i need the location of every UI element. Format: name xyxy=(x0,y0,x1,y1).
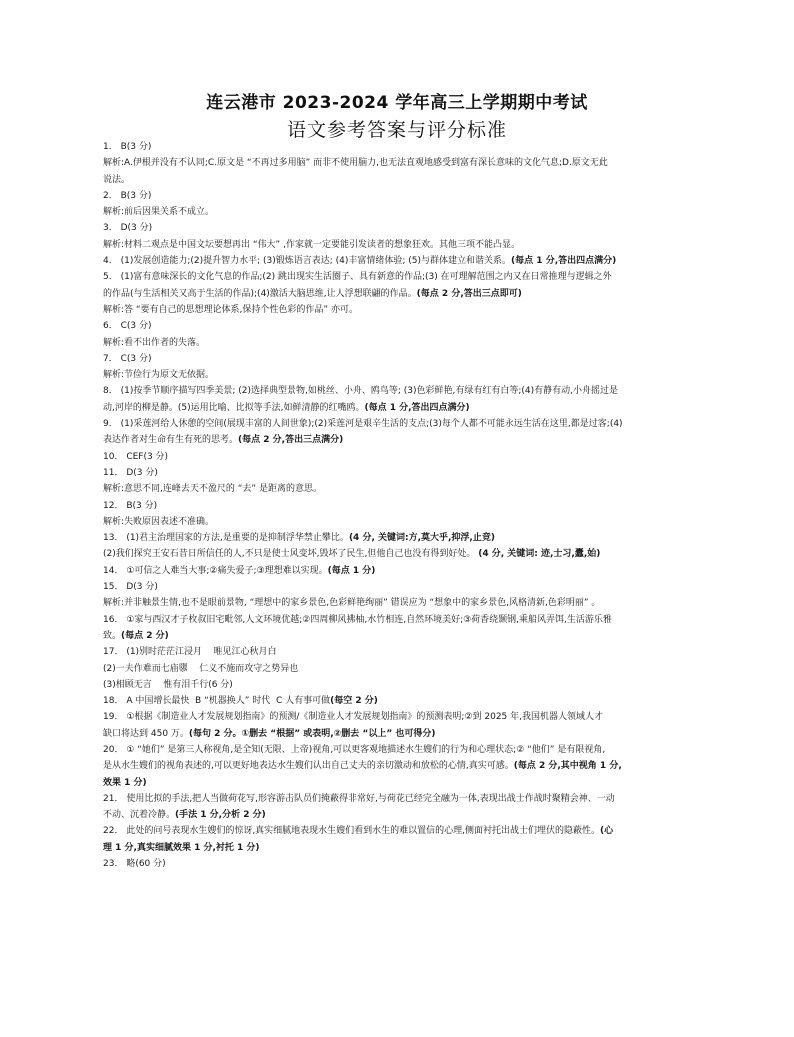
answer-line xyxy=(103,595,696,611)
answer-line xyxy=(103,661,696,677)
answer-text: 21． 使用比拟的手法,把人当做荷花写,形容游击队员们掩蔽得非常好,与荷花已经完全融为一体,表现出战士作战时聚精会神、一动 xyxy=(103,793,615,804)
scoring-note: (每句 2 分。①删去 “根据” 或表明,②删去 “以上” 也可得分) xyxy=(188,728,436,739)
scoring-note: (4 分, 关键词:方,莫大乎,抑浮,止竞) xyxy=(348,533,495,544)
scoring-note: 效果 1 分) xyxy=(103,777,147,788)
answer-line xyxy=(103,432,696,448)
answer-line xyxy=(103,758,696,774)
answer-text: 解析:意思不同,连峰去天不盈尺的 “去” 是距离的意思。 xyxy=(103,484,322,495)
answer-text: 不动、沉着冷静。 xyxy=(103,810,176,821)
answer-text: 缺口将达到 450 万。 xyxy=(103,728,189,739)
answer-text: 解析:前后因果关系不成立。 xyxy=(103,207,215,218)
answer-line xyxy=(103,644,696,660)
answer-text: 7． C(3 分) xyxy=(103,353,152,364)
answer-line xyxy=(103,563,696,579)
answer-line xyxy=(103,286,696,302)
scoring-note: (每点 1 分) xyxy=(327,565,376,576)
answer-text: 6． C(3 分) xyxy=(103,321,152,332)
answer-text: 是从水生嫂们的视角表述的,可以更好地表达水生嫂们认出自己丈夫的亲切激动和放松的心情,真实可感。 xyxy=(103,761,514,772)
answer-line xyxy=(103,155,696,171)
answer-line xyxy=(103,220,696,236)
answer-line xyxy=(103,400,696,416)
scoring-note: (每点 2 分,答出三点满分) xyxy=(238,435,344,446)
answer-text: 致。 xyxy=(103,630,122,641)
answer-line xyxy=(103,367,696,383)
answer-list xyxy=(103,139,696,872)
answer-line xyxy=(103,351,696,367)
answer-line xyxy=(103,253,696,269)
answer-line xyxy=(103,742,696,758)
answer-text: (2)我们探究王安石昔日所信任的人,不只是使士风变坏,毁坏了民生,但他自己也没有得到好处。 xyxy=(103,549,479,560)
answer-text: 8． (1)按季节顺序描写四季美景; (2)选择典型景物,如桃丝、小舟、鸥鸟等; (3)色彩鲜艳,有绿有红有白等;(4)有静有动,小舟摇过是 xyxy=(103,386,618,397)
scoring-note: (4 分, 关键词: 迹,士习,蠹,始) xyxy=(478,549,601,560)
answer-text: 说法。 xyxy=(103,174,131,185)
answer-text: 18． A 中国增长最快 B “机器换人” 时代 C 人有事可做 xyxy=(103,696,331,707)
answer-text: 19． ①根据《制造业人才发展规划指南》的预测/《制造业人才发展规划指南》的预测表明;②到 2025 年,我国机器人领域人才 xyxy=(103,712,604,723)
answer-text: 11． D(3 分) xyxy=(103,467,158,478)
scoring-note: (心 xyxy=(600,826,614,837)
answer-line xyxy=(103,204,696,220)
answer-text: 13． (1)君主治理国家的方法,是重要的是抑制浮华禁止攀比。 xyxy=(103,533,349,544)
answer-line xyxy=(103,498,696,514)
answer-line xyxy=(103,628,696,644)
answer-line xyxy=(103,302,696,318)
scoring-note: (每点 2 分,答出三点即可) xyxy=(416,288,522,299)
answer-line xyxy=(103,856,696,872)
answer-text: 14． ①可信之人难当大事;②痛失爱子;③理想难以实现。 xyxy=(103,565,328,576)
answer-text: 解析:答 “要有自己的思想理论体系,保持个性色彩的作品” 亦可。 xyxy=(103,304,358,315)
answer-text: (2)一夫作难而七庙隳 仁义不施而攻守之势异也 xyxy=(103,663,299,674)
answer-text: 解析:失败原因表述不准确。 xyxy=(103,516,215,527)
answer-text: 2． B(3 分) xyxy=(103,190,152,201)
answer-line xyxy=(103,188,696,204)
scoring-note: (每点 2 分,其中视角 1 分, xyxy=(513,761,622,772)
answer-text: 23． 略(60 分) xyxy=(103,859,166,870)
answer-text: 12． B(3 分) xyxy=(103,500,158,511)
document-subtitle: 语文参考答案与评分标准 xyxy=(286,119,507,141)
answer-text: 20． ① “她们” 是第三人称视角,是全知(无限、上帝)视角,可以更客观地描述水生嫂们的行为和心理状态;② “他们” 是有限视角, xyxy=(103,744,606,755)
document-title: 连云港市 2023-2024 学年高三上学期期中考试 xyxy=(206,93,588,113)
answer-text: 5． (1)富有意味深长的文化气息的作品;(2) 跳出现实生活圈子、具有新意的作品;(3) 在可理解范围之内又在日常推理与逻辑之外 xyxy=(103,272,612,283)
answer-line xyxy=(103,335,696,351)
scoring-note: 理 1 分,真实细腻效果 1 分,衬托 1 分) xyxy=(103,842,260,853)
answer-line xyxy=(103,514,696,530)
answer-line xyxy=(103,612,696,628)
answer-text: 22． 此处的问号表现水生嫂们的惊讶,真实细腻地表现水生嫂们看到水生的难以置信的心理,侧面衬托出战士们埋伏的隐蔽性。 xyxy=(103,826,601,837)
answer-line xyxy=(103,172,696,188)
answer-line xyxy=(103,449,696,465)
answer-text: 表达作者对生命有生有死的思考。 xyxy=(103,435,239,446)
answer-text: 解析:节俭行为原文无依据。 xyxy=(103,370,215,381)
answer-line xyxy=(103,726,696,742)
answer-text: 9． (1)采莲河给人休憩的空间(展现丰富的人间世象);(2)采莲河是艰辛生活的支点;(3)每个人都不可能永远生活在这里,都是过客;(4) xyxy=(103,419,623,430)
scoring-note: (每点 1 分,答出四点满分) xyxy=(511,256,617,267)
answer-line xyxy=(103,823,696,839)
answer-text: 16． ①家与西汉才子枚叔旧宅毗邻,人文环境优越;②四周柳风拂柚,水竹相连,自然环境美好;③荷香绕颞钢,乘船风弄饵,生活游乐雅 xyxy=(103,614,612,625)
answer-line xyxy=(103,709,696,725)
scoring-note: (每空 2 分) xyxy=(330,696,378,707)
answer-text: 的作品(与生活相关又高于生活的作品);(4)激活大脑思维,让人浮想联翩的作品。 xyxy=(103,288,417,299)
answer-line xyxy=(103,416,696,432)
answer-line xyxy=(103,139,696,155)
answer-line xyxy=(103,775,696,791)
answer-line xyxy=(103,677,696,693)
answer-line xyxy=(103,693,696,709)
answer-text: 动,河岸的柳是静。(5)运用比喻、比拟等手法,如鲜清静的红嘴鸥。 xyxy=(103,402,365,413)
answer-line xyxy=(103,481,696,497)
answer-text: 10． CEF(3 分) xyxy=(103,451,169,462)
answer-line xyxy=(103,237,696,253)
answer-text: 15． D(3 分) xyxy=(103,582,158,593)
answer-text: 4． (1)发展创造能力;(2)提升智力水平; (3)锻炼语言表达; (4)丰富情绪体验; (5)与群体建立和谐关系。 xyxy=(103,256,512,267)
answer-line xyxy=(103,383,696,399)
answer-line xyxy=(103,318,696,334)
answer-line xyxy=(103,546,696,562)
answer-text: 解析:材料二观点是中国文坛要想再出 “伟大” ,作家就一定要能引发读者的想象狂欢。其他三项不能凸显。 xyxy=(103,239,520,250)
answer-text: 3． D(3 分) xyxy=(103,223,153,234)
answer-line xyxy=(103,579,696,595)
answer-text: 17． (1)别时茫茫江浸月 唯见江心秋月白 xyxy=(103,647,277,658)
answer-line xyxy=(103,465,696,481)
answer-line xyxy=(103,530,696,546)
answer-text: (3)相顾无言 惟有泪千行(6 分) xyxy=(103,679,233,690)
answer-text: 解析:并非触景生情,也不是眼前景物, “理想中的家乡景色,色彩鲜艳绚丽” 错误应为 “想象中的家乡景色,风格清新,色彩明丽” 。 xyxy=(103,598,601,609)
scoring-note: (每点 1 分,答出四点满分) xyxy=(364,402,470,413)
scoring-note: (手法 1 分,分析 2 分) xyxy=(175,810,266,821)
answer-line xyxy=(103,791,696,807)
answer-line xyxy=(103,269,696,285)
answer-line xyxy=(103,807,696,823)
scoring-note: (每点 2 分) xyxy=(121,630,169,641)
answer-text: 1． B(3 分) xyxy=(103,142,152,152)
answer-text: 解析:看不出作者的失落。 xyxy=(103,337,206,348)
answer-line xyxy=(103,840,696,856)
answer-text: 解析:A.伊根并没有不认同;C.原文是 “不再过多用脑” 而非不使用脑力,也无法直观地感受到富有深长意味的文化气息;D.原文无此 xyxy=(103,158,608,169)
